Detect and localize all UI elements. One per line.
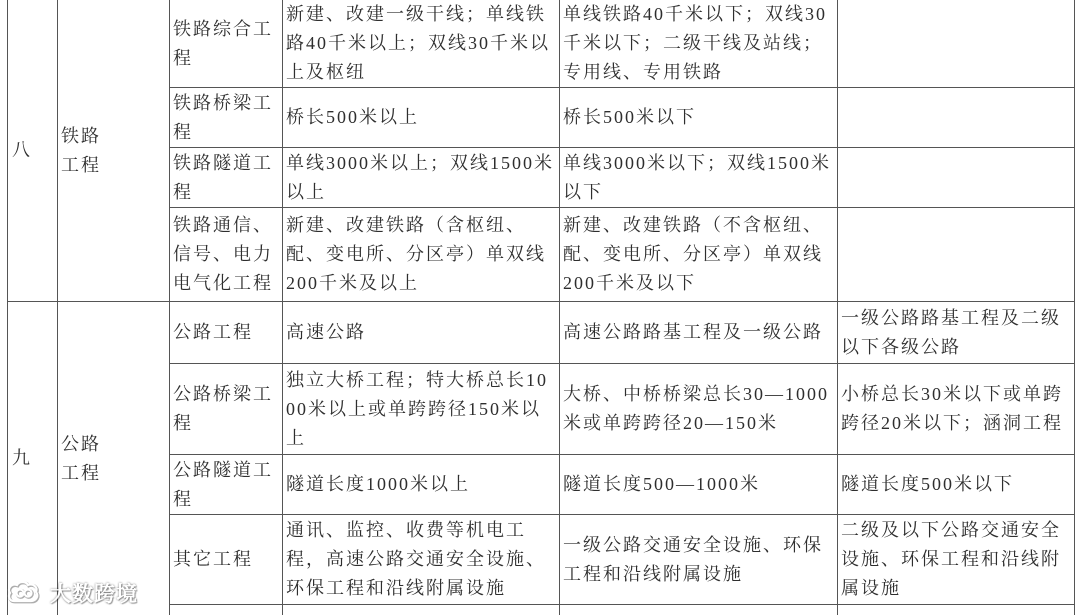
group-number: 九 bbox=[12, 448, 32, 468]
large-text: 单线3000米以上；双线1500米以上 bbox=[286, 152, 554, 202]
item-cell bbox=[170, 605, 283, 615]
small-cell bbox=[838, 302, 1075, 364]
small-cell bbox=[838, 364, 1075, 455]
item-cell bbox=[170, 515, 283, 605]
medium-text: 高速公路路基工程及一级公路 bbox=[563, 322, 823, 342]
item-text: 公路桥梁工程 bbox=[173, 384, 273, 433]
bubble-logo-icon bbox=[6, 579, 46, 607]
large-text: 通讯、监控、收费等机电工程，高速公路交通安全设施、环保工程和沿线附属设施 bbox=[286, 520, 546, 598]
medium-text: 一级公路交通安全设施、环保工程和沿线附属设施 bbox=[563, 534, 823, 584]
large-cell bbox=[283, 515, 560, 605]
medium-text: 大桥、中桥桥梁总长30—1000米或单跨跨径20—150米 bbox=[563, 384, 829, 433]
watermark-text: 大数跨境 bbox=[50, 582, 138, 606]
small-cell bbox=[838, 515, 1075, 605]
small-text: 二级及以下公路交通安全设施、环保工程和沿线附属设施 bbox=[841, 520, 1061, 598]
large-cell bbox=[283, 364, 560, 455]
small-cell bbox=[838, 605, 1075, 615]
medium-text: 单线3000米以下；双线1500米以下 bbox=[563, 152, 831, 202]
medium-cell bbox=[560, 302, 838, 364]
medium-text: 新建、改建铁路（不含枢纽、配、变电所、分区亭）单双线200千米及以下 bbox=[563, 215, 823, 293]
medium-text: 单线铁路40千米以下；双线30千米以下；二级干线及站线；专用线、专用铁路 bbox=[563, 4, 827, 82]
item-text: 其它工程 bbox=[173, 549, 253, 569]
group-number: 八 bbox=[12, 140, 32, 160]
group-category-cell bbox=[58, 302, 170, 615]
item-cell bbox=[170, 364, 283, 455]
medium-text: 桥长500米以下 bbox=[563, 107, 696, 127]
large-text: 隧道长度1000米以上 bbox=[286, 474, 470, 494]
small-cell bbox=[838, 148, 1075, 208]
large-text: 桥长500米以上 bbox=[286, 107, 419, 127]
item-cell bbox=[170, 302, 283, 364]
large-text: 新建、改建一级干线；单线铁路40千米以上；双线30千米以上及枢纽 bbox=[286, 4, 550, 82]
small-cell bbox=[838, 455, 1075, 515]
medium-cell bbox=[560, 364, 838, 455]
medium-cell bbox=[560, 208, 838, 302]
item-text: 铁路隧道工程 bbox=[173, 152, 273, 202]
small-text: 小桥总长30米以下或单跨跨径20米以下；涵洞工程 bbox=[841, 384, 1063, 433]
small-text: 隧道长度500米以下 bbox=[841, 474, 1014, 494]
item-text: 铁路桥梁工程 bbox=[173, 92, 273, 142]
group-category: 铁路工程 bbox=[61, 125, 101, 175]
item-text: 铁路通信、信号、电力电气化工程 bbox=[173, 215, 273, 293]
item-text: 公路工程 bbox=[173, 322, 253, 342]
large-cell bbox=[283, 302, 560, 364]
group-number-cell bbox=[8, 302, 58, 615]
small-cell bbox=[838, 0, 1075, 88]
large-cell bbox=[283, 88, 560, 148]
medium-text: 隧道长度500—1000米 bbox=[563, 474, 760, 494]
large-text: 高速公路 bbox=[286, 322, 366, 342]
large-cell bbox=[283, 148, 560, 208]
group-category-cell bbox=[58, 0, 170, 302]
item-cell bbox=[170, 208, 283, 302]
small-text: 一级公路路基工程及二级以下各级公路 bbox=[841, 307, 1061, 357]
medium-cell bbox=[560, 515, 838, 605]
large-text: 独立大桥工程；特大桥总长1000米以上或单跨跨径150米以上 bbox=[286, 369, 548, 448]
large-cell bbox=[283, 0, 560, 88]
item-cell bbox=[170, 455, 283, 515]
medium-cell bbox=[560, 455, 838, 515]
item-cell bbox=[170, 88, 283, 148]
group-category: 公路工程 bbox=[61, 433, 101, 483]
medium-cell bbox=[560, 605, 838, 615]
item-cell bbox=[170, 148, 283, 208]
medium-cell bbox=[560, 0, 838, 88]
group-number-cell bbox=[8, 0, 58, 302]
item-cell bbox=[170, 0, 283, 88]
small-cell bbox=[838, 208, 1075, 302]
large-cell bbox=[283, 208, 560, 302]
large-cell bbox=[283, 455, 560, 515]
scale-table bbox=[7, 0, 1075, 615]
large-text: 新建、改建铁路（含枢纽、配、变电所、分区亭）单双线200千米及以上 bbox=[286, 215, 546, 293]
medium-cell bbox=[560, 88, 838, 148]
watermark bbox=[6, 578, 138, 608]
item-text: 铁路综合工程 bbox=[173, 18, 273, 68]
small-cell bbox=[838, 88, 1075, 148]
item-text: 公路隧道工程 bbox=[173, 459, 273, 509]
medium-cell bbox=[560, 148, 838, 208]
large-cell bbox=[283, 605, 560, 615]
